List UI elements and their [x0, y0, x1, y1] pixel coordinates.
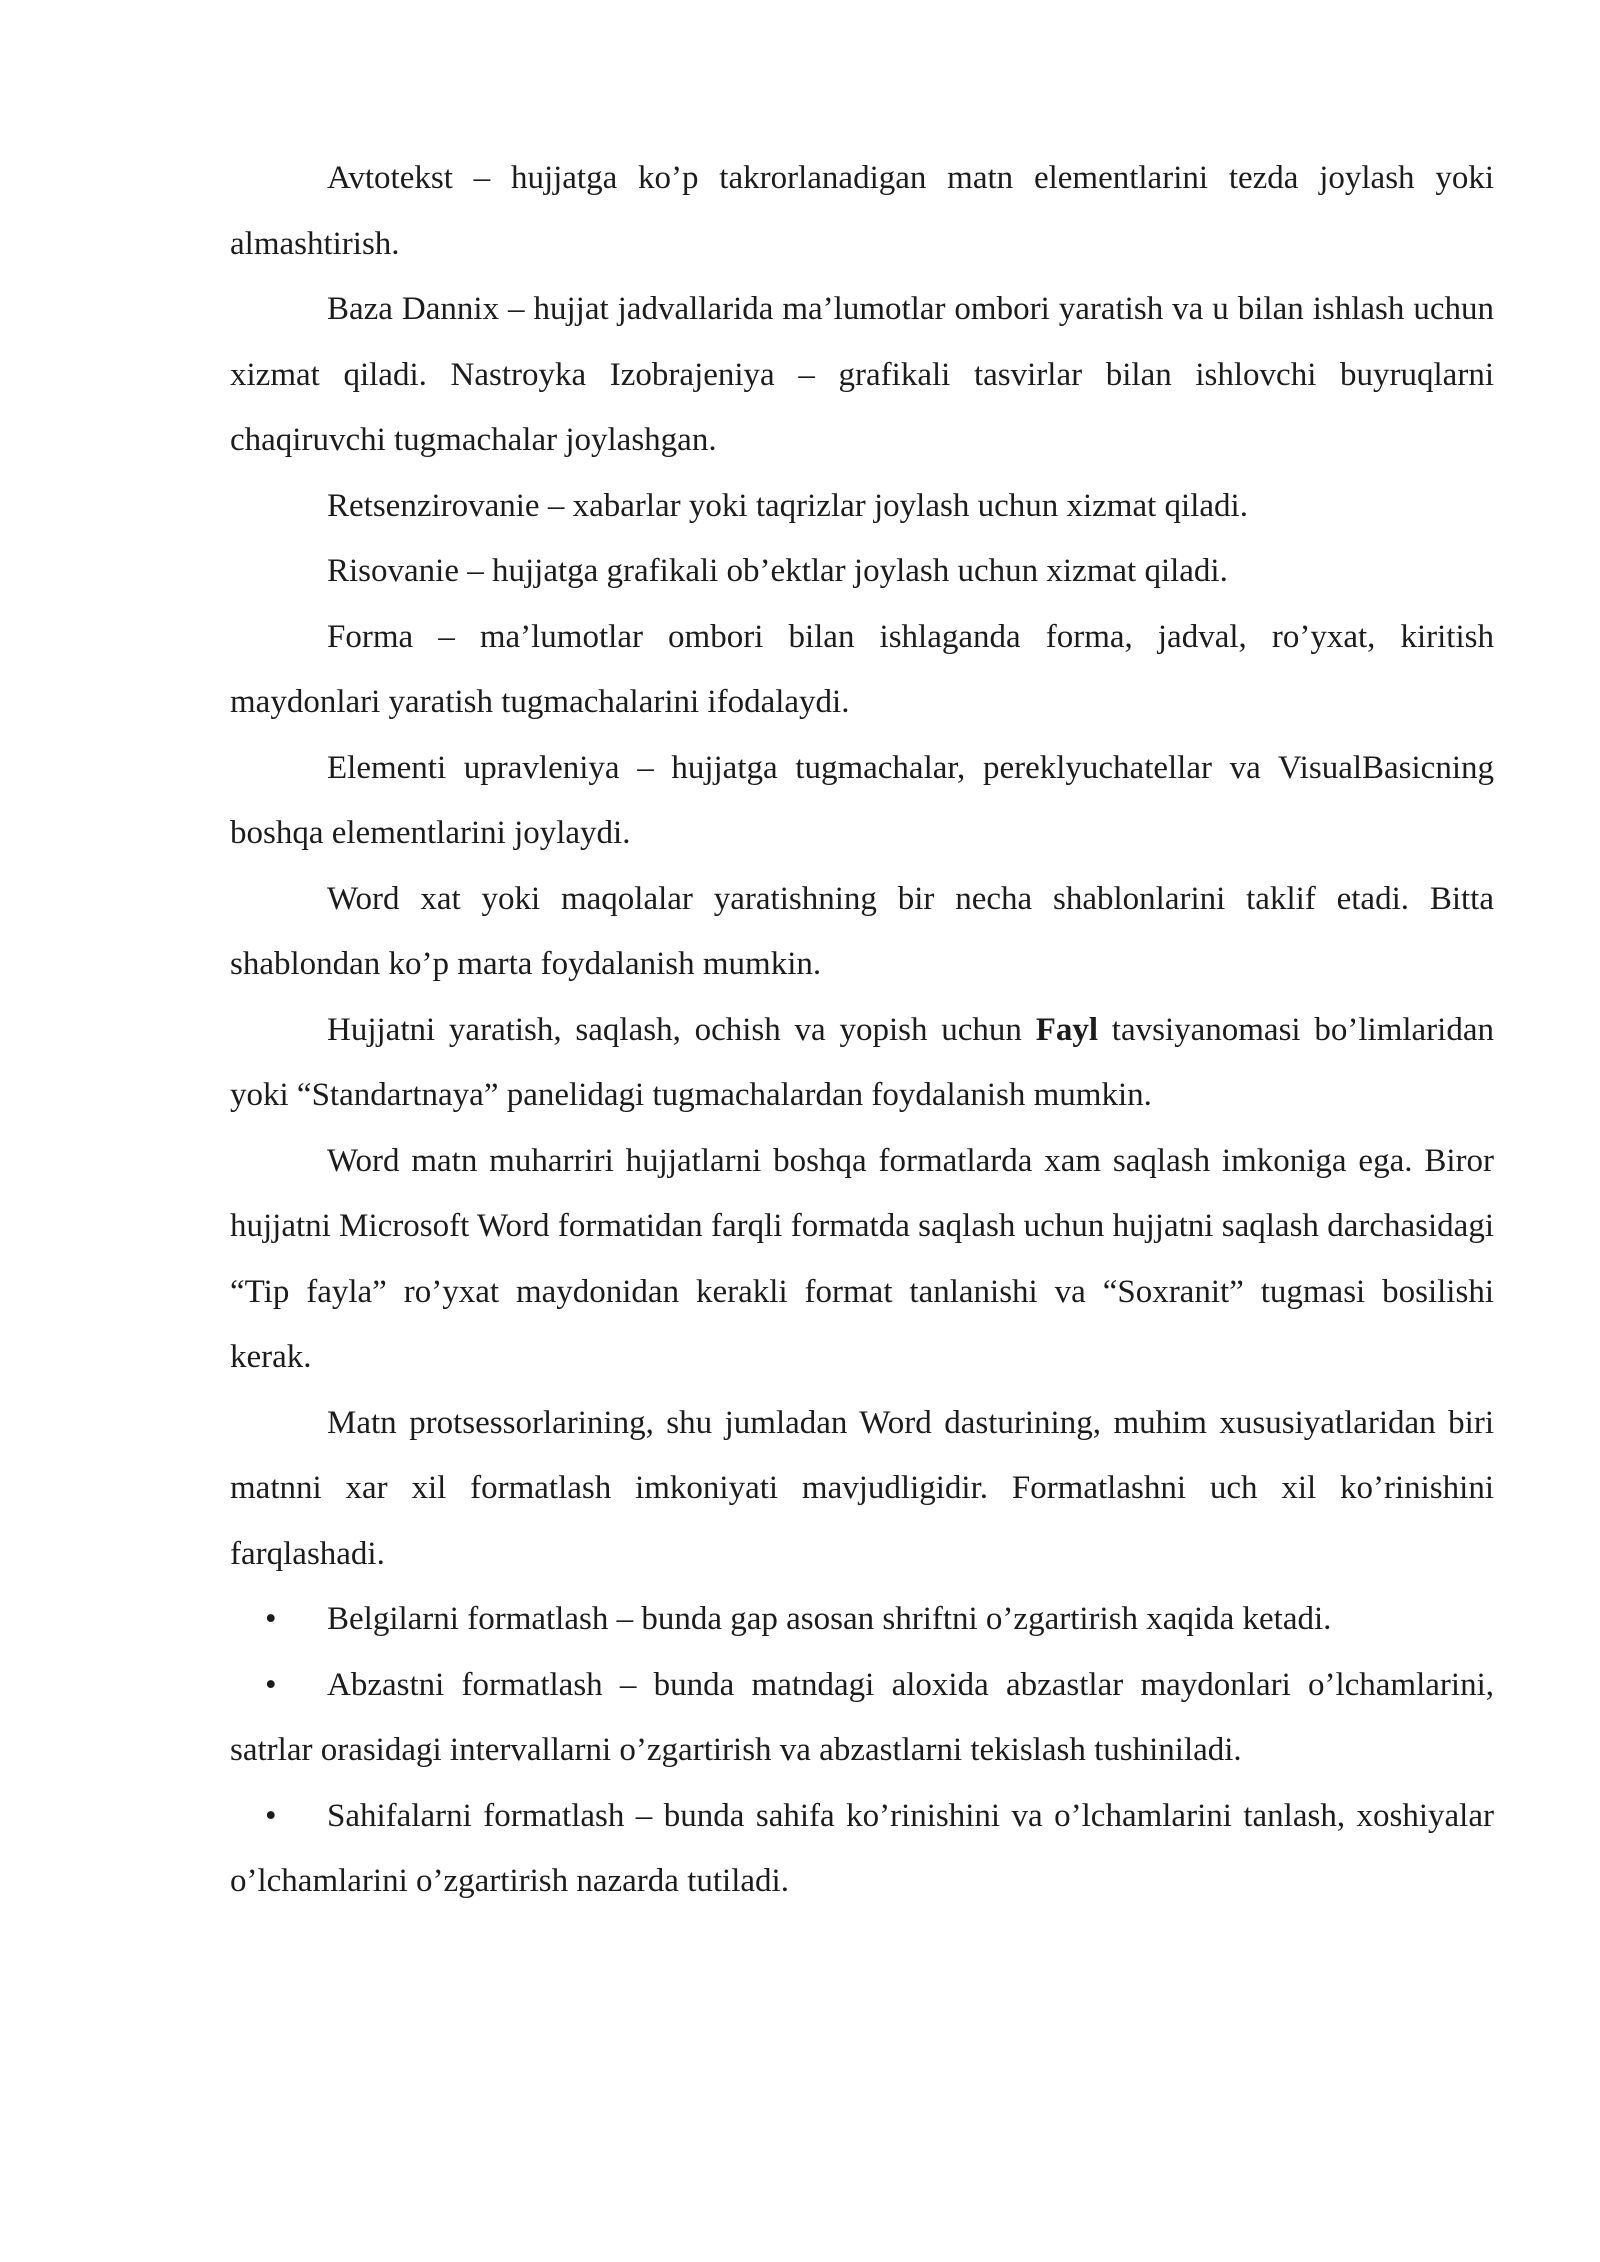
bullet-item [230, 1653, 1494, 1784]
bullet-icon: • [265, 1666, 277, 1703]
bullet-text: Belgilarni formatlash – bunda gap asosan shriftni o’zgartirish xaqida ketadi. [327, 1601, 1332, 1637]
bullet-item [230, 1587, 1494, 1653]
bullet-icon: • [265, 1797, 277, 1834]
paragraph-risovanie: Risovanie – hujjatga grafikali ob’ektlar joylash uchun xizmat qiladi. [327, 553, 1228, 589]
paragraph-retsenzirovanie: Retsenzirovanie – xabarlar yoki taqrizlar joylash uchun xizmat qiladi. [327, 487, 1248, 524]
bullet-item [230, 1784, 1494, 1915]
paragraph-formatlarda-saqlash: Word matn muharriri hujjatlarni boshqa formatlarda xam saqlash imkoniga ega. Biror hujjatni Microsoft Word formatidan farqli formatda saqlash uchun hujjatni saqlash darchasidagi “Tip fayla” ro’yxat maydonidan kerakli format tanlanishi va “Soxranit” tugmasi bosilishi kerak. [230, 1142, 1494, 1375]
paragraph-fayl-text-before: Hujjatni yaratish, saqlash, ochish va yopish uchun [327, 1011, 1036, 1048]
fayl-bold-term: Fayl [1035, 1011, 1099, 1048]
bullet-text: Sahifalarni formatlash – bunda sahifa ko’rinishini va o’lchamlarini tanlash, xoshiyalar o’lchamlarini o’zgartirish nazarda tutiladi. [230, 1797, 1494, 1899]
paragraph-baza-dannix: Baza Dannix – hujjat jadvallarida ma’lumotlar ombori yaratish va u bilan ishlash uchun xizmat qiladi. Nastroyka Izobrajeniya – grafikali tasvirlar bilan ishlovchi buyruqlarni chaqiruvchi tugmachalar joylashgan. [230, 291, 1494, 458]
paragraph-elementi-upravleniya: Elementi upravleniya – hujjatga tugmachalar, pereklyuchatellar va VisualBasicning boshqa elementlarini joylaydi. [230, 749, 1494, 851]
bullet-icon: • [265, 1601, 277, 1637]
paragraph-avtotekst: Avtotekst – hujjatga ko’p takrorlanadigan matn elementlarini tezda joylash yoki almashtirish. [230, 160, 1494, 262]
paragraph-word-shablon: Word xat yoki maqolalar yaratishning bir necha shablonlarini taklif etadi. Bitta shablondan ko’p marta foydalanish mumkin. [230, 880, 1494, 982]
paragraph-matn-protsessorlari: Matn protsessorlarining, shu jumladan Word dasturining, muhim xususiyatlaridan biri matnni xar xil formatlash imkoniyati mavjudligidir. Formatlashni uch xil ko’rinishini farqlashadi. [230, 1404, 1494, 1572]
document-page [230, 146, 1494, 1915]
paragraph-fayl [230, 998, 1494, 1129]
paragraph-fayl-text-after: tavsiyanomasi bo’limlaridan yoki “Standartnaya” panelidagi tugmachalardan foydalanish mumkin. [230, 1011, 1494, 1113]
paragraph-forma: Forma – ma’lumotlar ombori bilan ishlaganda forma, jadval, ro’yxat, kiritish maydonlari yaratish tugmachalarini ifodalaydi. [230, 618, 1494, 720]
bullet-text: Abzastni formatlash – bunda matndagi aloxida abzastlar maydonlari o’lchamlarini, satrlar orasidagi intervallarni o’zgartirish va abzastlarni tekislash tushiniladi. [230, 1666, 1494, 1768]
